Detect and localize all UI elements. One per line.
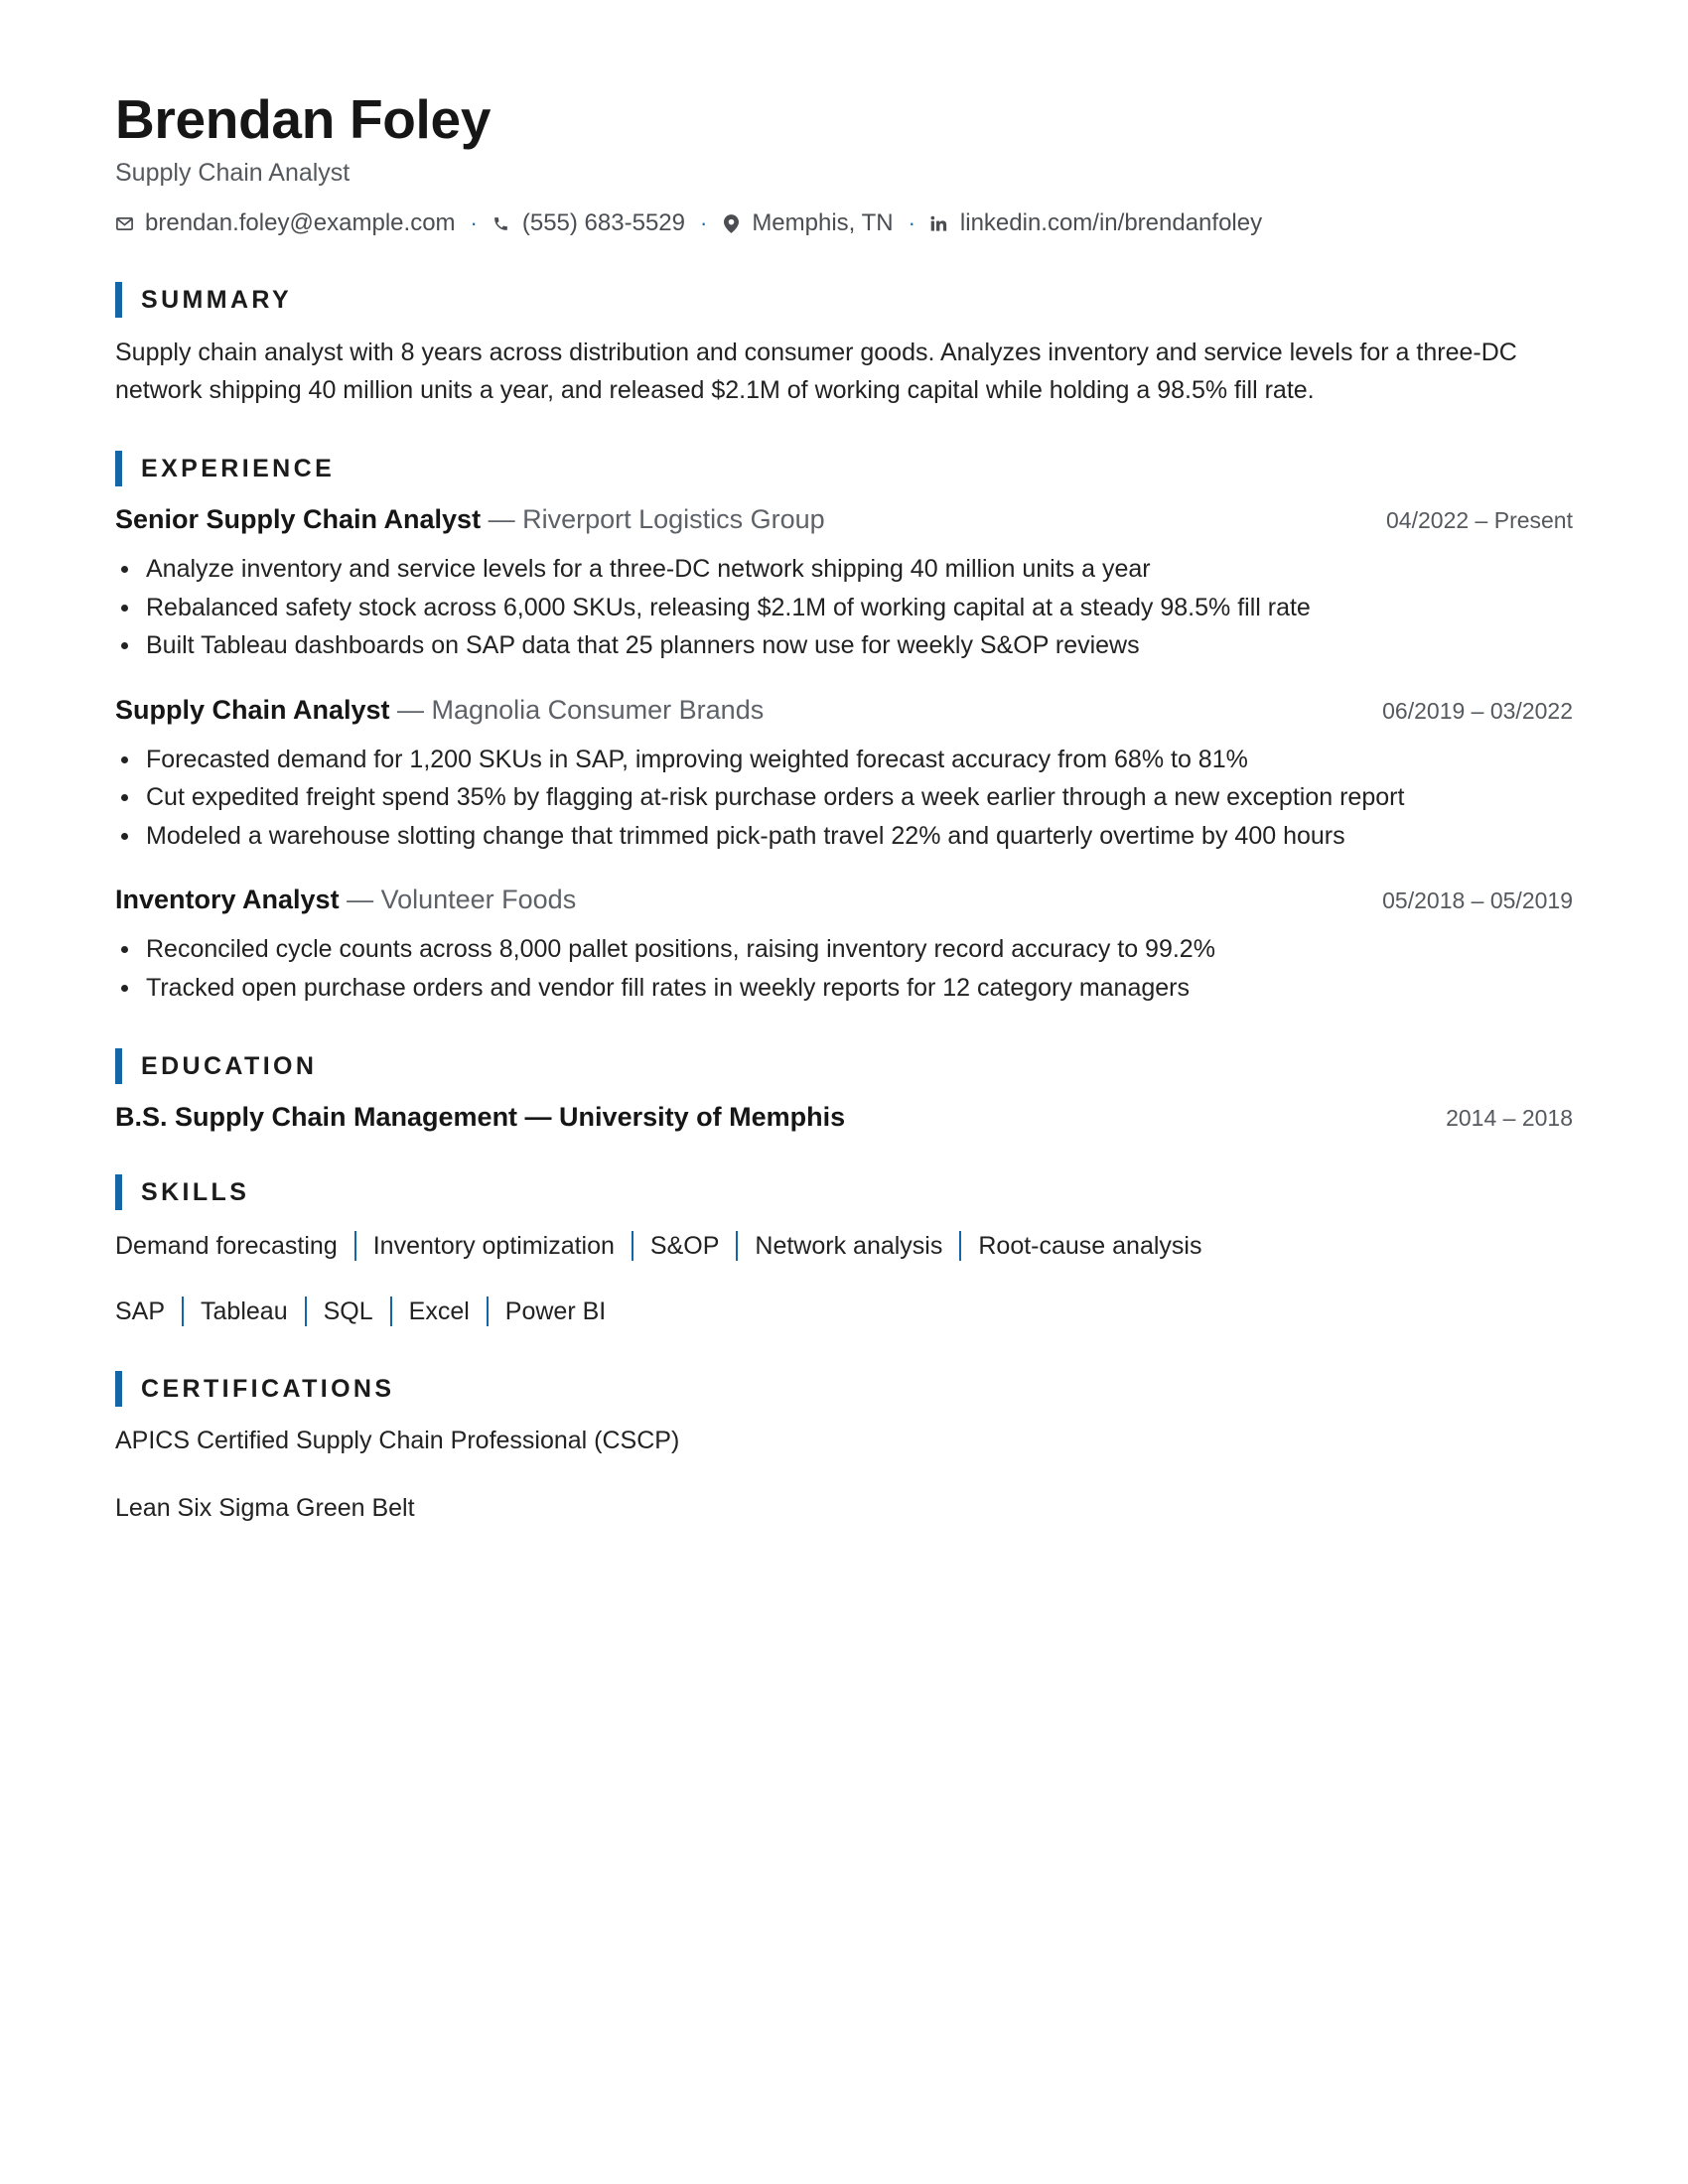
candidate-name: Brendan Foley bbox=[115, 88, 492, 150]
job-bullet: Modeled a warehouse slotting change that trimmed pick-path travel 22% and quarterly overtime by 400 hours bbox=[146, 817, 1573, 856]
skill-item: Excel bbox=[408, 1297, 470, 1325]
job-entry bbox=[115, 885, 1573, 1007]
skill-item: Demand forecasting bbox=[115, 1231, 338, 1260]
education-entry bbox=[115, 1102, 1573, 1133]
contact-email[interactable] bbox=[115, 209, 456, 237]
section-accent-bar bbox=[115, 451, 122, 486]
job-bullets bbox=[115, 741, 1573, 856]
mail-icon bbox=[115, 214, 133, 232]
experience-heading bbox=[115, 451, 1573, 486]
job-dates: 04/2022 – Present bbox=[1386, 507, 1573, 533]
skill-item: Inventory optimization bbox=[372, 1231, 615, 1260]
job-bullet: Analyze inventory and service levels for a three-DC network shipping 40 million units a year bbox=[146, 550, 1573, 589]
skills-row-tools bbox=[115, 1294, 1573, 1329]
contact-phone[interactable] bbox=[492, 209, 685, 237]
job-dates: 06/2019 – 03/2022 bbox=[1382, 697, 1573, 724]
education-dates: 2014 – 2018 bbox=[1446, 1105, 1573, 1131]
skill-item: Power BI bbox=[504, 1297, 607, 1325]
skill-separator bbox=[305, 1297, 307, 1326]
job-title: Inventory Analyst bbox=[115, 885, 340, 914]
contact-separator: · bbox=[908, 210, 915, 235]
skill-separator bbox=[487, 1297, 489, 1326]
contact-linkedin[interactable] bbox=[930, 209, 1262, 237]
section-accent-bar bbox=[115, 1174, 122, 1210]
job-bullet: Forecasted demand for 1,200 SKUs in SAP, improving weighted forecast accuracy from 68% to 81% bbox=[146, 741, 1573, 779]
contact-separator: · bbox=[699, 210, 708, 235]
candidate-role: Supply Chain Analyst bbox=[115, 159, 351, 187]
job-bullet: Rebalanced safety stock across 6,000 SKUs, releasing $2.1M of working capital at a steady 98.5% fill rate bbox=[146, 589, 1573, 627]
experience-heading-label: EXPERIENCE bbox=[141, 454, 336, 482]
section-accent-bar bbox=[115, 1048, 122, 1084]
resume-page bbox=[115, 85, 1573, 1526]
skill-item: Tableau bbox=[201, 1297, 288, 1325]
job-title: Senior Supply Chain Analyst bbox=[115, 504, 482, 534]
certification-item: APICS Certified Supply Chain Professional (CSCP) bbox=[115, 1427, 680, 1454]
skill-item: S&OP bbox=[649, 1231, 720, 1260]
skill-separator bbox=[632, 1231, 633, 1261]
phone-icon bbox=[492, 214, 510, 232]
location-pin-icon bbox=[722, 214, 740, 232]
contact-separator: · bbox=[470, 210, 478, 235]
skill-separator bbox=[959, 1231, 961, 1261]
skill-separator bbox=[390, 1297, 392, 1326]
certification-item: Lean Six Sigma Green Belt bbox=[115, 1494, 415, 1522]
summary-text: Supply chain analyst with 8 years across distribution and consumer goods. Analyzes inventory and service levels for a three-DC network shipping 40 million units a year, and released $2.1M of working capital while holding a 98.5% fill rate. bbox=[115, 339, 1517, 404]
skill-separator bbox=[736, 1231, 738, 1261]
job-company: — Magnolia Consumer Brands bbox=[389, 694, 765, 725]
job-entry bbox=[115, 695, 1573, 856]
job-bullet: Built Tableau dashboards on SAP data that 25 planners now use for weekly S&OP reviews bbox=[146, 626, 1573, 665]
skills-heading-label: SKILLS bbox=[141, 1177, 250, 1206]
email-text: brendan.foley@example.com bbox=[145, 209, 456, 236]
job-company: — Volunteer Foods bbox=[339, 885, 577, 914]
job-title: Supply Chain Analyst bbox=[115, 694, 390, 725]
contact-line bbox=[115, 206, 1573, 240]
job-bullets bbox=[115, 930, 1573, 1007]
education-degree: B.S. Supply Chain Management — University of Memphis bbox=[115, 1102, 846, 1132]
certifications-heading-label: CERTIFICATIONS bbox=[141, 1374, 395, 1403]
location-text: Memphis, TN bbox=[752, 209, 894, 236]
job-bullet: Reconciled cycle counts across 8,000 pallet positions, raising inventory record accuracy to 99.2% bbox=[146, 930, 1573, 969]
summary-heading-label: SUMMARY bbox=[141, 285, 293, 314]
job-bullet: Tracked open purchase orders and vendor fill rates in weekly reports for 12 category managers bbox=[146, 969, 1573, 1008]
skill-item: Network analysis bbox=[755, 1231, 943, 1260]
section-accent-bar bbox=[115, 1371, 122, 1407]
skills-row-core bbox=[115, 1228, 1573, 1264]
contact-location bbox=[722, 209, 893, 237]
education-heading-label: EDUCATION bbox=[141, 1051, 318, 1080]
education-heading bbox=[115, 1048, 1573, 1084]
job-company: — Riverport Logistics Group bbox=[481, 504, 825, 534]
job-bullet: Cut expedited freight spend 35% by flagging at-risk purchase orders a week earlier through a new exception report bbox=[146, 778, 1573, 817]
skills-heading bbox=[115, 1174, 1573, 1210]
skill-separator bbox=[354, 1231, 356, 1261]
skill-item: SQL bbox=[323, 1297, 373, 1325]
certifications-heading bbox=[115, 1371, 1573, 1407]
linkedin-text: linkedin.com/in/brendanfoley bbox=[959, 209, 1263, 236]
job-entry bbox=[115, 504, 1573, 665]
skill-separator bbox=[182, 1297, 184, 1326]
phone-text: (555) 683-5529 bbox=[521, 209, 685, 236]
section-accent-bar bbox=[115, 282, 122, 318]
summary-heading bbox=[115, 282, 1573, 318]
linkedin-icon bbox=[930, 214, 948, 232]
job-dates: 05/2018 – 05/2019 bbox=[1382, 887, 1573, 913]
job-bullets bbox=[115, 550, 1573, 665]
skill-item: Root-cause analysis bbox=[978, 1231, 1202, 1260]
skill-item: SAP bbox=[115, 1297, 166, 1325]
